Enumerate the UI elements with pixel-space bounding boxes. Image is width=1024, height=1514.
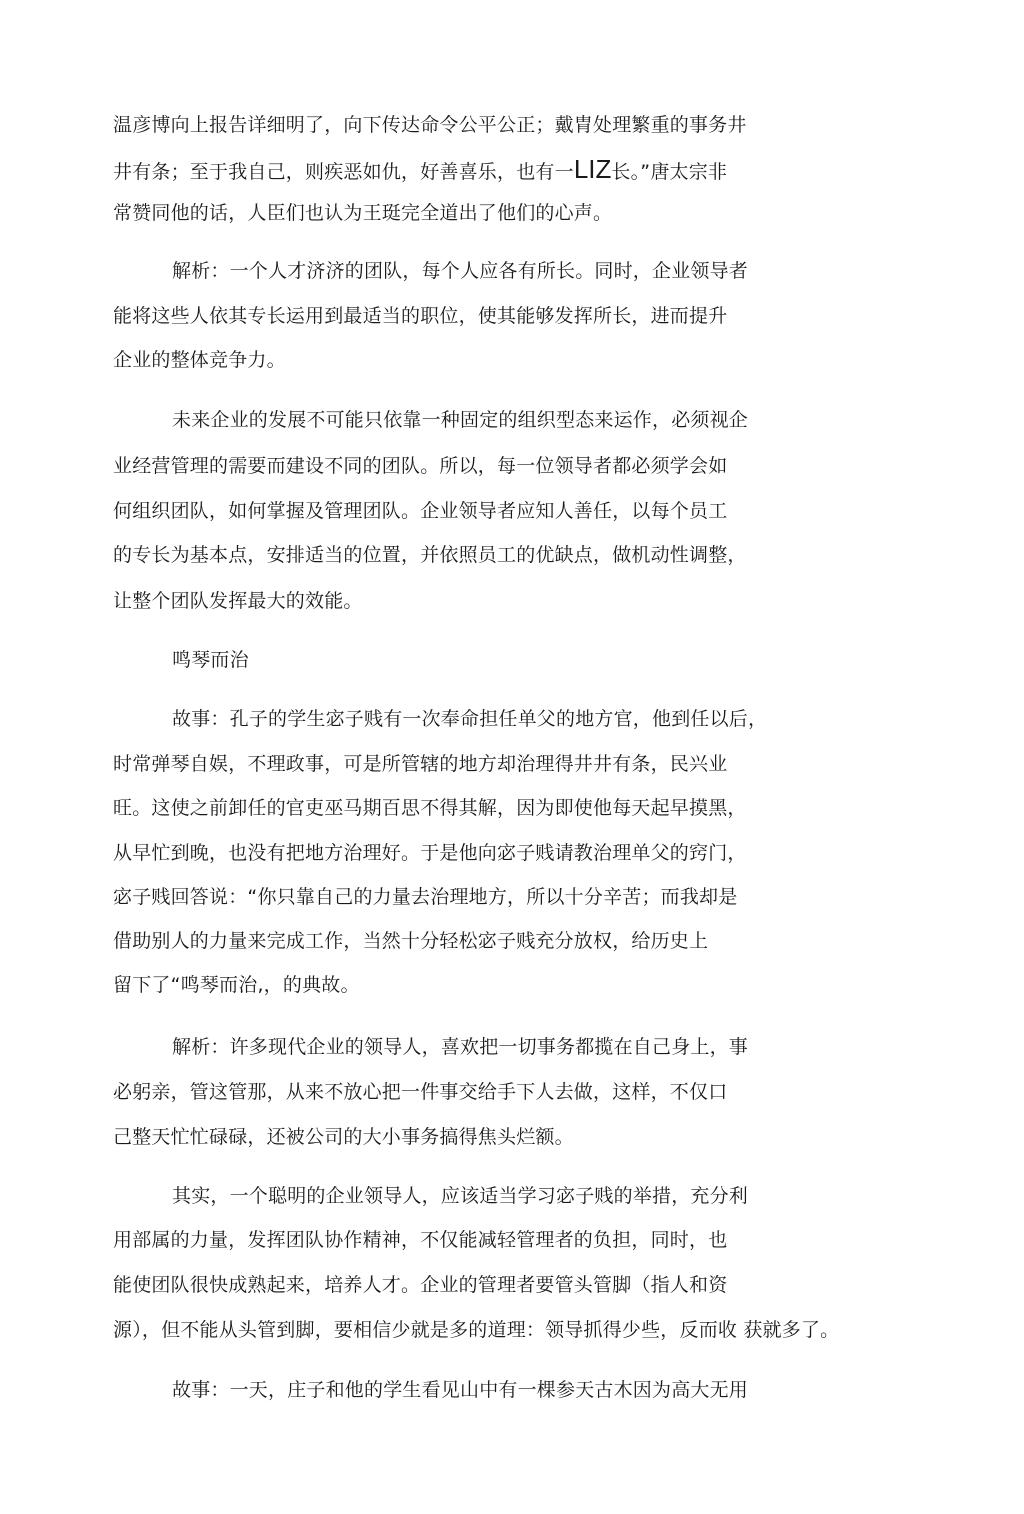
text-line: 故事：一天，庄子和他的学生看见山中有一棵参天古木因为高大无用 <box>172 1379 749 1401</box>
text-line: 常赞同他的话，人臣们也认为王珽完全道出了他们的心声。 <box>113 202 613 224</box>
text-line: 温彦博向上报告详细明了，向下传达命令公平公正；戴胄处理繁重的事务井 <box>113 114 747 136</box>
text-line: 的专长为基本点，安排适当的位置，并依照员工的优缺点，做机动性调整， <box>113 544 747 566</box>
text-line: 从早忙到晚，也没有把地方治理好。于是他向宓子贱请教治理单父的窍门， <box>113 842 747 864</box>
text-line: 企业的整体竞争力。 <box>113 349 286 371</box>
text-line: 用部属的力量，发挥团队协作精神，不仅能减轻管理者的负担，同时，也 <box>113 1229 728 1251</box>
text-line: 解析：许多现代企业的领导人，喜欢把一切事务都揽在自己身上，事 <box>172 1036 749 1058</box>
text-line: 何组织团队，如何掌握及管理团队。企业领导者应知人善任，以每个员工 <box>113 500 728 522</box>
text-line: 其实，一个聪明的企业领导人，应该适当学习宓子贱的举措，充分利 <box>172 1185 749 1207</box>
text-fragment-large: LIZ <box>573 154 612 184</box>
text-line: 必躬亲，管这管那，从来不放心把一件事交给手下人去做，这样，不仅口 <box>113 1081 728 1103</box>
text-line: 源），但不能从头管到脚，要相信少就是多的道理：领导抓得少些，反而收 获就多了。 <box>113 1319 840 1341</box>
text-fragment: 井有条；至于我自己，则疾恶如仇，好善喜乐，也有一 <box>113 161 574 183</box>
text-fragment: 长。”唐太宗非 <box>611 161 728 183</box>
text-line: 己整天忙忙碌碌，还被公司的大小事务搞得焦头烂额。 <box>113 1126 574 1148</box>
text-line: 业经营管理的需要而建设不同的团队。所以，每一位领导者都必须学会如 <box>113 455 728 477</box>
text-line: 旺。这使之前卸任的官吏巫马期百思不得其解，因为即使他每天起早摸黑， <box>113 797 747 819</box>
text-line: 留下了“鸣琴而治,，的典故。 <box>113 974 360 996</box>
text-line: 时常弹琴自娱，不理政事，可是所管辖的地方却治理得井井有条，民兴业 <box>113 753 728 775</box>
text-line: 借助别人的力量来完成工作，当然十分轻松宓子贱充分放权，给历史上 <box>113 930 709 952</box>
section-heading: 鸣琴而治 <box>172 649 249 671</box>
text-line: 解析：一个人才济济的团队，每个人应各有所长。同时，企业领导者 <box>172 260 749 282</box>
text-line <box>113 154 728 184</box>
text-line: 能将这些人依其专长运用到最适当的职位，使其能够发挥所长，进而提升 <box>113 305 728 327</box>
text-line: 让整个团队发挥最大的效能。 <box>113 590 363 612</box>
text-line: 能使团队很快成熟起来，培养人才。企业的管理者要管头管脚（指人和资 <box>113 1274 728 1296</box>
text-line: 宓子贱回答说：“你只靠自己的力量去治理地方，所以十分辛苦；而我却是 <box>113 886 738 908</box>
text-line: 未来企业的发展不可能只依靠一种固定的组织型态来运作，必须视企 <box>172 409 749 431</box>
text-line: 故事：孔子的学生宓子贱有一次奉命担任单父的地方官，他到任以后， <box>172 708 768 730</box>
